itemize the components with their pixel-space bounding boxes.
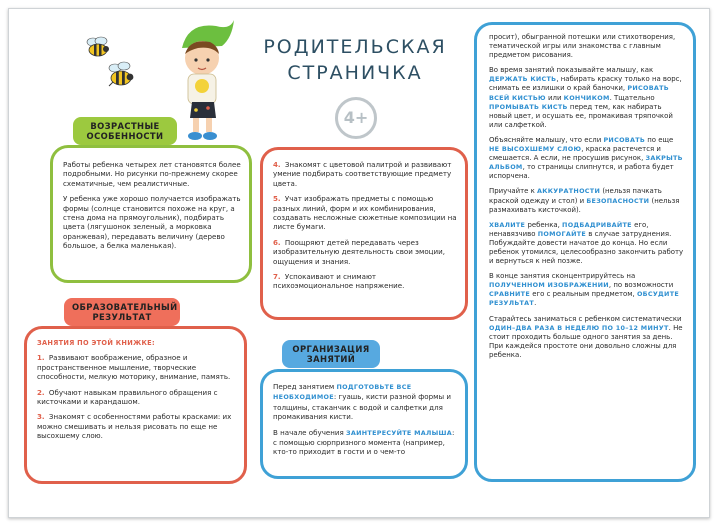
highlight: РИСОВАТЬ <box>603 135 646 144</box>
item-number: 1. <box>37 353 45 363</box>
highlight: НЕ ВЫСОХШЕМУ СЛОЮ <box>489 145 582 154</box>
highlight: ПРОМЫВАТЬ КИСТЬ <box>489 102 568 111</box>
text: его, ненавязчиво <box>489 220 649 238</box>
edu-heading: ЗАНЯТИЯ ПО ЭТОЙ КНИЖКЕ: <box>37 339 155 347</box>
item-text: Обучают навыкам правильного обращения с кисточками и карандашом. <box>37 387 218 407</box>
bee-illustration <box>105 60 137 92</box>
age-features-tag <box>73 117 177 145</box>
page-title <box>260 34 450 86</box>
organization-tag <box>282 340 380 368</box>
rc-paragraph <box>489 66 684 130</box>
text: : с помощью сюрпризного момента (например, кто-то приходит в гости и о чем-то <box>273 427 455 457</box>
text: В начале обучения <box>273 427 347 437</box>
highlight: ПОМОГАЙТЕ <box>537 229 587 238</box>
text: его с реальным предметом, <box>530 290 637 299</box>
item-number: 5. <box>273 194 281 204</box>
highlight: ОБСУДИТЕ РЕЗУЛЬТАТ <box>489 290 680 308</box>
text: или <box>545 93 564 102</box>
tag-line: ОРГАНИЗАЦИЯ <box>292 344 370 354</box>
text: . Не стоит проходить больше одного занятия за день. При каждейся простоте они довольно сложны для ребенка. <box>489 323 683 359</box>
org-paragraph <box>273 428 457 457</box>
text: Перед занятием <box>273 382 337 391</box>
text: , по возможности <box>608 281 674 290</box>
item-number: 6. <box>273 237 281 247</box>
text: (нельзя размахивать кисточкой). <box>489 196 680 214</box>
text: (нельзя пачкать краской одежду и стол) и <box>489 187 662 205</box>
text: ребенка, <box>525 220 563 229</box>
text: . <box>534 299 537 308</box>
age-features-text: Работы ребенка четырех лет становятся более подробными. Но рисунки по-прежнему скорее схематичные, чем реалистичные. <box>63 160 241 188</box>
highlight: ПОДГОТОВЬТЕ ВСЕ НЕОБХОДИМОЕ <box>273 383 412 402</box>
highlight: ЗАИНТЕРЕСУЙТЕ МАЛЫША <box>346 428 452 437</box>
rc-paragraph <box>489 315 684 360</box>
text: , набирать краску только на ворс, снимать ее излишки о край баночки, <box>489 75 682 93</box>
org-paragraph <box>273 382 457 422</box>
right-column-box <box>474 22 696 482</box>
highlight: АККУРАТНОСТИ <box>537 187 601 196</box>
result-item <box>273 160 457 188</box>
highlight: КОНЧИКОМ <box>563 93 610 102</box>
highlight: ОДИН–ДВА РАЗА В НЕДЕЛЮ ПО 10–12 МИНУТ <box>489 323 669 332</box>
item-text: Успокаивают и снимают психоэмоциональное напряжение. <box>273 272 405 291</box>
highlight: ЗАКРЫТЬ АЛЬБОМ <box>489 154 683 172</box>
tag-line: ОБРАЗОВАТЕЛЬНЫЙ <box>72 302 178 312</box>
text: Приучайте к <box>489 187 538 196</box>
result-item <box>273 272 457 291</box>
item-number: 3. <box>37 412 45 422</box>
result-item <box>273 238 457 266</box>
item-number: 4. <box>273 160 281 169</box>
rc-paragraph <box>489 221 684 266</box>
text: , краска растечется и смешается. А если, не просушив рисунок, <box>489 145 661 163</box>
text: перед тем, как набирать новый цвет, и осушать ее, промакивая тряпочкой или салфеткой. <box>489 102 673 129</box>
text: Старайтесь заниматься с ребенком систематически <box>489 314 682 323</box>
highlight: ХВАЛИТЕ <box>489 220 526 229</box>
edu-result-tag <box>64 298 180 326</box>
text: В конце занятия сконцентрируйтесь на <box>489 272 636 281</box>
text: . Тщательно <box>609 93 655 102</box>
item-number: 7. <box>273 272 281 282</box>
page-title-line2: СТРАНИЧКА <box>287 62 423 84</box>
organization-box <box>260 369 468 479</box>
text: по еще <box>645 135 674 144</box>
tag-line: ЗАНЯТИЙ <box>306 354 356 364</box>
boy-illustration <box>168 16 238 146</box>
age-features-text: У ребенка уже хорошо получается изображать формы (солнце становится похоже на круг, а стена дома на прямоугольник), подбирать цвета (лягушонок зеленый, а морковка оранжевая), передавать величину (дерево большое, а белка маленькая). <box>63 194 241 251</box>
item-text: Поощряют детей передавать через изобразительную деятельность свои эмоции, ощущения и знания. <box>273 237 445 266</box>
text: Во время занятий показывайте малышу, как <box>489 66 654 75</box>
highlight: ДЕРЖАТЬ КИСТЬ <box>489 75 557 84</box>
results-continued-box <box>260 147 468 320</box>
rc-paragraph <box>489 187 684 214</box>
item-text: Учат изображать предметы с помощью разных линий, форм и их комбинирования, создавать несложные сюжетные композиции на листе бумаги. <box>273 194 457 232</box>
tag-line: РЕЗУЛЬТАТ <box>92 312 152 322</box>
rc-paragraph: просит), обыгранной потешки или стихотворения, тематической игры или знакомства с главным предметом рисования. <box>489 33 676 60</box>
highlight: СРАВНИТЕ <box>489 290 531 299</box>
text: , то страницы слипнутся, и работа будет испорчена. <box>489 163 674 181</box>
item-text: Развивают воображение, образное и пространственное мышление, творческие способности, мелкую моторику, внимание, память. <box>37 353 231 382</box>
age-badge: 4+ <box>335 97 377 139</box>
rc-paragraph <box>489 272 684 308</box>
rc-paragraph <box>489 136 684 181</box>
text: в случае затруднения. Побуждайте довести начатое до конца. Но если ребенок утомился, целесообразно закончить работу и вернуться к ней позже. <box>489 229 684 266</box>
item-text: Знакомят с особенностями работы красками: их можно смешивать и нельзя рисовать по еще не высохшему слою. <box>37 412 232 441</box>
edu-item <box>37 412 236 440</box>
highlight: ПОЛУЧЕННОМ ИЗОБРАЖЕНИИ <box>489 281 609 290</box>
tag-line: ОСОБЕННОСТИ <box>86 131 164 141</box>
tag-line: ВОЗРАСТНЫЕ <box>90 121 160 131</box>
item-number: 2. <box>37 387 45 397</box>
edu-item <box>37 353 236 381</box>
age-features-box <box>50 145 252 283</box>
edu-result-box <box>24 326 247 484</box>
highlight: ПОДБАДРИВАЙТЕ <box>562 220 632 229</box>
text: Объясняйте малышу, что если <box>489 135 604 144</box>
page-title-line1: РОДИТЕЛЬСКАЯ <box>263 36 447 58</box>
bee-illustration <box>84 36 114 60</box>
highlight: РИСОВАТЬ ВСЕЙ КИСТЬЮ <box>489 84 669 102</box>
item-text: Знакомят с цветовой палитрой и развивают умение подбирать соответствующие предмету цвета. <box>273 160 452 188</box>
edu-item <box>37 388 236 407</box>
text: : гуашь, кисти разной формы и толщины, стаканчик с водой и салфетки для промакивания кисти. <box>273 392 451 422</box>
highlight: БЕЗОПАСНОСТИ <box>586 196 650 205</box>
result-item <box>273 194 457 232</box>
